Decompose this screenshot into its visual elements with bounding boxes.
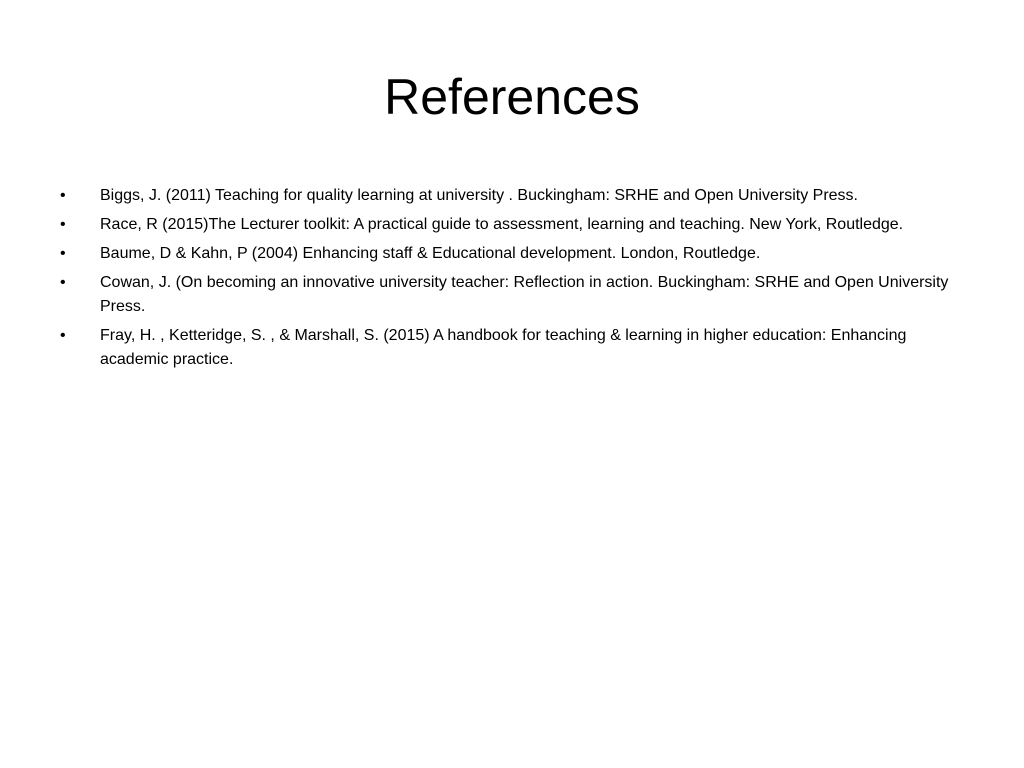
reference-item [60, 324, 960, 372]
bullet-icon: • [60, 245, 66, 262]
bullet-icon: • [60, 274, 66, 291]
reference-text: Cowan, J. (On becoming an innovative university teacher: Reflection in action. Buckingham: SRHE and Open University Press. [100, 274, 949, 315]
reference-text: Fray, H. , Ketteridge, S. , & Marshall, S. (2015) A handbook for teaching & learning in higher education: Enhancing academic practice. [100, 327, 907, 368]
reference-item [60, 242, 960, 266]
reference-text: Biggs, J. (2011) Teaching for quality learning at university . Buckingham: SRHE and Open University Press. [100, 187, 858, 204]
references-list [60, 184, 960, 377]
reference-text: Race, R (2015)The Lecturer toolkit: A practical guide to assessment, learning and teaching. New York, Routledge. [100, 216, 904, 233]
reference-text: Baume, D & Kahn, P (2004) Enhancing staff & Educational development. London, Routledge. [100, 245, 761, 262]
slide-title: References [384, 69, 640, 125]
bullet-icon: • [60, 327, 66, 344]
reference-item [60, 184, 960, 208]
reference-item [60, 271, 960, 319]
reference-item [60, 213, 960, 237]
bullet-icon: • [60, 187, 66, 204]
bullet-icon: • [60, 216, 66, 233]
